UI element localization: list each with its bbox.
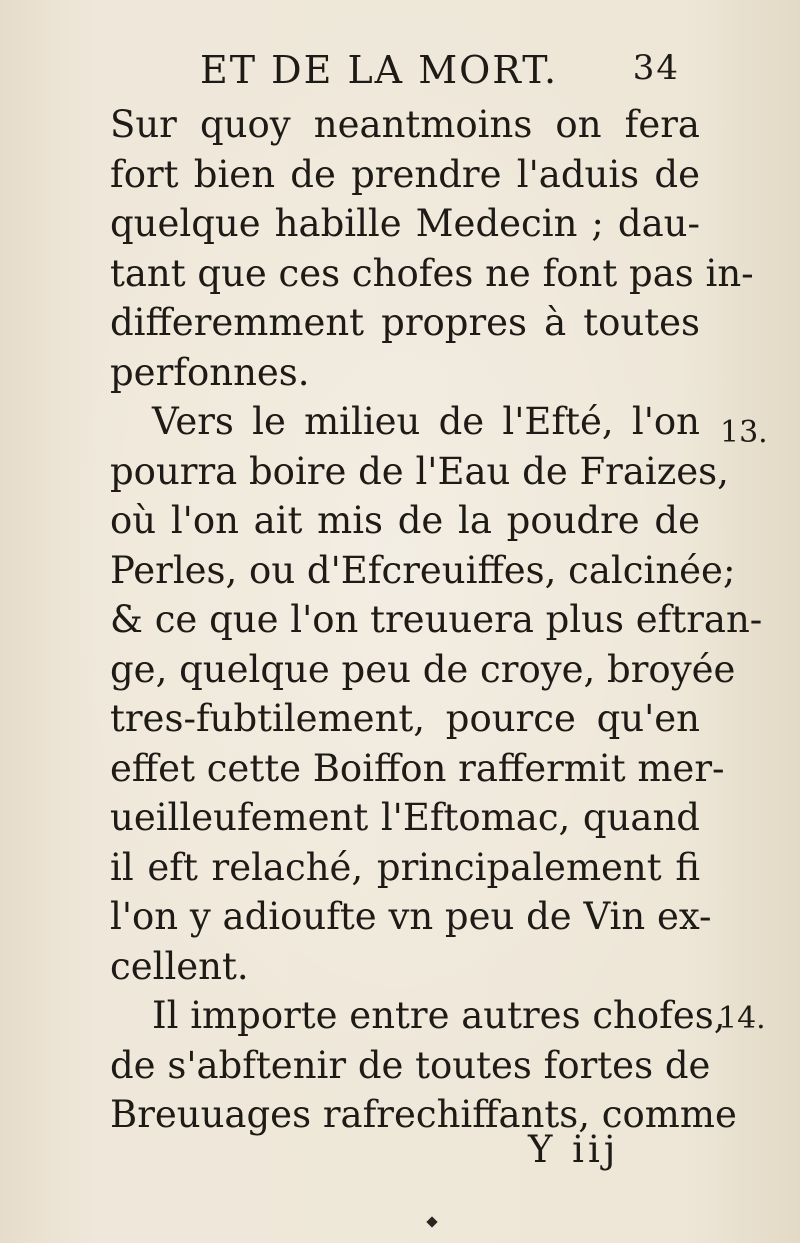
text-line: effet cette Boiffon raffermit mer- bbox=[110, 746, 725, 790]
text-line: pourra boire de l'Eau de Fraizes, bbox=[110, 449, 729, 493]
text-line: Vers le milieu de l'Efté, l'on bbox=[152, 400, 700, 443]
text-line: où l'on ait mis de la poudre de bbox=[110, 499, 700, 542]
ornament-icon bbox=[426, 1216, 437, 1227]
text-line: Sur quoy neantmoins on fera bbox=[110, 103, 700, 146]
page-header bbox=[200, 48, 680, 98]
text-line: perfonnes. bbox=[110, 350, 310, 394]
text-line: de s'abftenir de toutes fortes de bbox=[110, 1043, 711, 1087]
text-line: il eft relaché, principalement fi bbox=[110, 845, 700, 889]
signature-mark: Y iij bbox=[528, 1128, 620, 1171]
text-line: tant que ces chofes ne font pas in- bbox=[110, 251, 754, 295]
page-number: 34 bbox=[632, 48, 680, 88]
text-line: l'on y adioufte vn peu de Vin ex- bbox=[110, 895, 712, 938]
text-line: quelque habille Medecin ; dau- bbox=[110, 202, 700, 245]
text-line: Perles, ou d'Efcreuiffes, calcinée; bbox=[110, 548, 736, 592]
text-line: ge, quelque peu de croye, broyée bbox=[110, 647, 736, 691]
text-line: fort bien de prendre l'aduis de bbox=[110, 152, 700, 196]
text-line: Breuuages rafrechiffants, comme bbox=[110, 1093, 737, 1136]
text-line: ueilleufement l'Eftomac, quand bbox=[110, 796, 700, 839]
text-line: & ce que l'on treuuera plus eftran- bbox=[110, 598, 763, 641]
text-line: tres-fubtilement, pource qu'en bbox=[110, 697, 700, 740]
margin-note: 14. bbox=[718, 1001, 766, 1036]
text-line: differemment propres à toutes bbox=[110, 301, 700, 344]
margin-note: 13. bbox=[720, 415, 768, 450]
running-head: ET DE LA MORT. bbox=[200, 48, 559, 92]
text-line: cellent. bbox=[110, 944, 249, 988]
text-line: Il importe entre autres chofes, bbox=[152, 994, 726, 1037]
